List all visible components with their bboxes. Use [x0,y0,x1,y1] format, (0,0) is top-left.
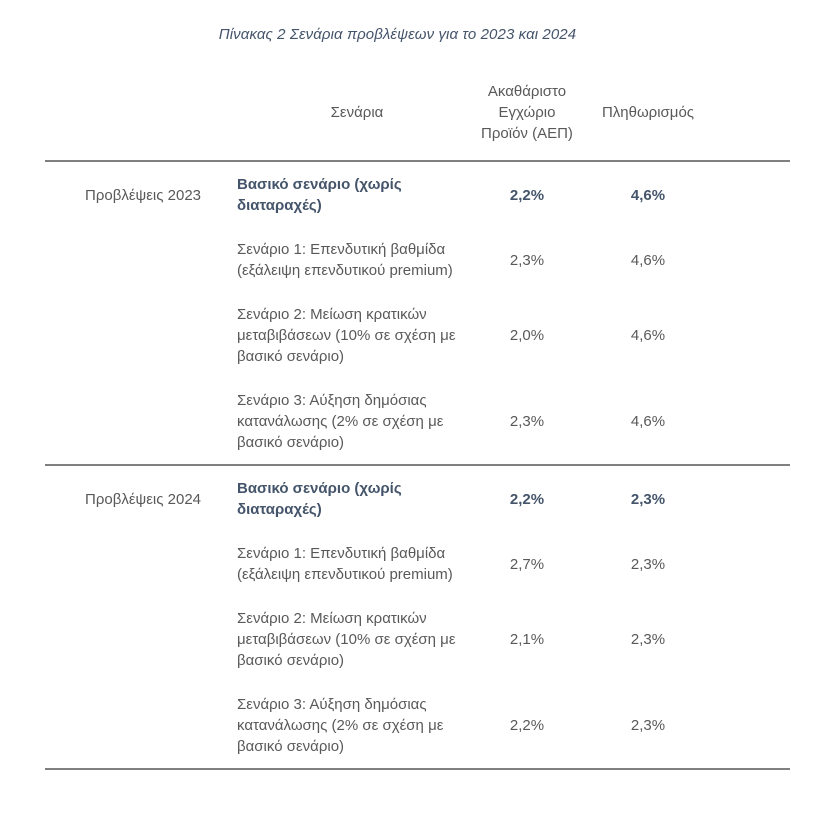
gdp-value: 2,3% [509,413,545,430]
scenario-cell: Σενάριο 1: Επενδυτική βαθμίδα (εξάλειψη επενδυτικού premium) [237,545,453,583]
column-header-gdp: Ακαθάριστο Εγχώριο Προϊόν (ΑΕΠ) [481,82,573,142]
scenario-cell: Σενάριο 2: Μείωση κρατικών μεταβιβάσεων (10% σε σχέση με βασικό σενάριο) [237,306,456,365]
inflation-value: 4,6% [630,186,666,204]
inflation-value: 2,3% [630,631,666,648]
gdp-value: 2,3% [509,251,545,269]
table-bottom-line [45,768,790,770]
scenario-cell: Σενάριο 2: Μείωση κρατικών μεταβιβάσεων (10% σε σχέση με βασικό σενάριο) [237,610,456,669]
inflation-value: 4,6% [630,413,666,430]
inflation-value: 2,3% [630,490,666,508]
group-label-2023: Προβλέψεις 2023 [85,186,202,204]
gdp-value: 2,2% [509,490,545,508]
forecast-table [45,70,790,770]
table-row [45,162,790,227]
scenario-cell: Σενάριο 1: Επενδυτική βαθμίδα (εξάλειψη επενδυτικού premium) [237,241,453,279]
column-header-scenario: Σενάρια [330,103,384,121]
inflation-value: 4,6% [630,251,666,269]
table-row [45,227,790,292]
table-row [45,466,790,531]
group-2024 [45,466,790,768]
scenario-cell: Σενάριο 3: Αύξηση δημόσιας κατανάλωσης (2% σε σχέση με βασικό σενάριο) [237,696,444,755]
table-row [45,378,790,464]
table-row [45,531,790,596]
gdp-value: 2,1% [509,631,545,648]
scenario-cell: Σενάριο 3: Αύξηση δημόσιας κατανάλωσης (2% σε σχέση με βασικό σενάριο) [237,392,444,451]
inflation-value: 4,6% [630,327,666,344]
group-label-2024: Προβλέψεις 2024 [85,490,202,508]
scenario-cell: Βασικό σενάριο (χωρίς διαταραχές) [237,176,402,214]
inflation-value: 2,3% [630,555,666,573]
gdp-value: 2,0% [509,327,545,344]
inflation-value: 2,3% [630,717,666,734]
table-row [45,682,790,768]
column-header-inflation: Πληθωρισμός [601,103,695,121]
table-row [45,292,790,378]
table-caption: Πίνακας 2 Σενάρια προβλέψεων για το 2023 και 2024 [218,26,577,43]
scenario-cell: Βασικό σενάριο (χωρίς διαταραχές) [237,480,402,518]
gdp-value: 2,2% [509,717,545,734]
group-2023 [45,162,790,464]
table-row [45,596,790,682]
gdp-value: 2,2% [509,186,545,204]
gdp-value: 2,7% [509,555,545,573]
table-header-row [45,70,790,160]
